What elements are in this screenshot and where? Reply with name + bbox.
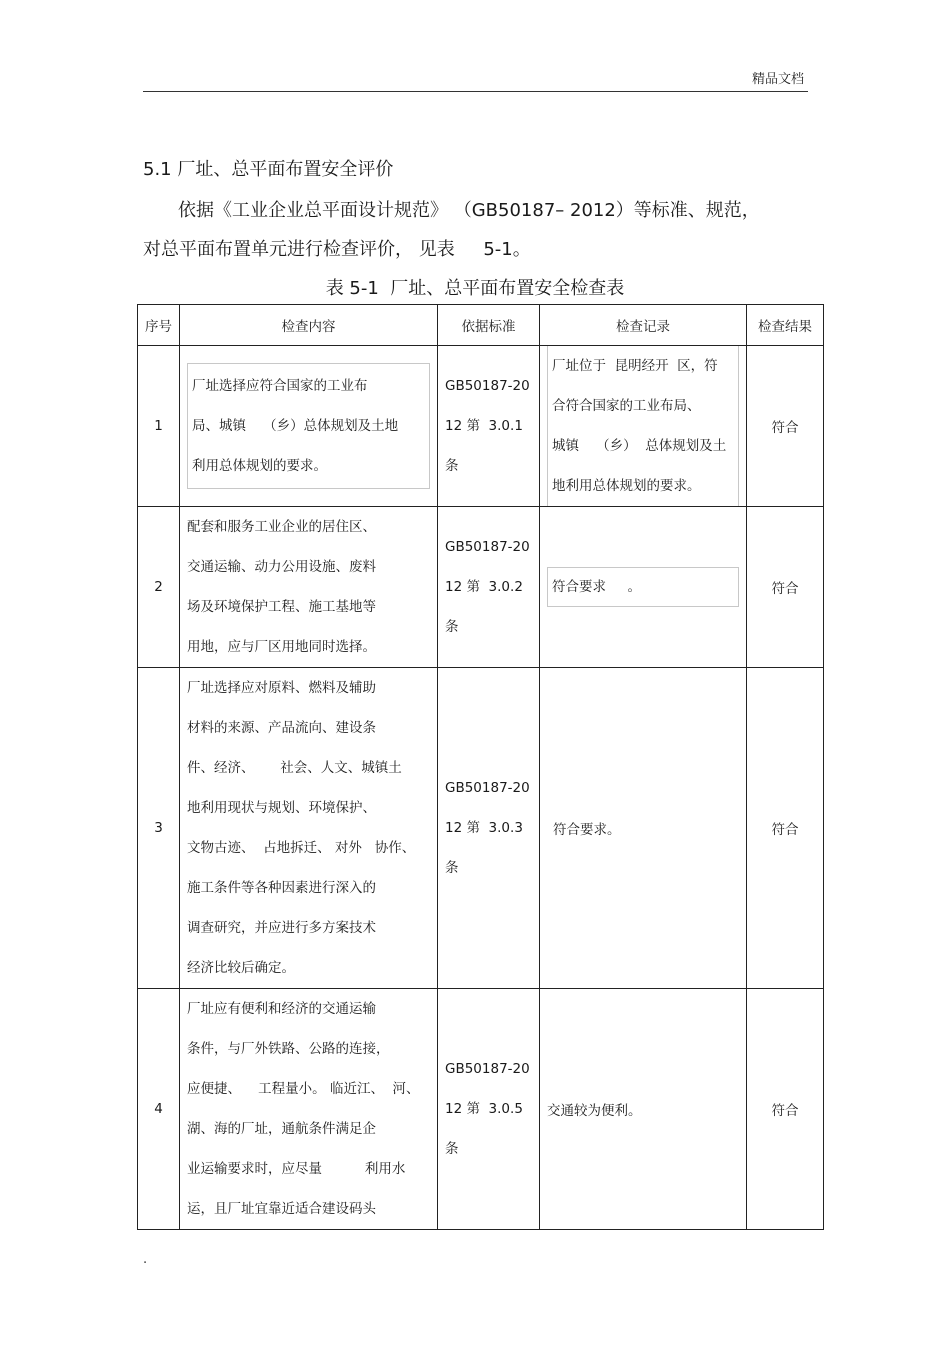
standard-line: GB50187-20 bbox=[445, 1061, 530, 1077]
row-result: 符合 bbox=[747, 668, 824, 989]
row-result: 符合 bbox=[747, 507, 824, 668]
standard-line: 12 第 3.0.3 bbox=[445, 820, 523, 836]
row-standard bbox=[438, 989, 540, 1230]
row-number: 3 bbox=[138, 668, 180, 989]
record-line: 城镇 （乡） 总体规划及土 bbox=[552, 438, 727, 454]
content-line: 文物古迹、 占地拆迁、 对外 协作、 bbox=[187, 840, 416, 856]
content-line: 地利用现状与规划、环境保护、 bbox=[187, 800, 376, 816]
row-standard bbox=[438, 507, 540, 668]
standard-line: GB50187-20 bbox=[445, 780, 530, 796]
content-line: 厂址选择应符合国家的工业布 bbox=[192, 378, 368, 394]
table-row bbox=[138, 507, 824, 668]
content-line: 材料的来源、产品流向、建设条 bbox=[187, 720, 376, 736]
record-line: 符合要求 。 bbox=[552, 579, 641, 595]
record-line: 地利用总体规划的要求。 bbox=[552, 478, 701, 494]
header-result: 检查结果 bbox=[747, 305, 824, 346]
content-line: 利用总体规划的要求。 bbox=[192, 458, 327, 474]
content-line: 湖、海的厂址，通航条件满足企 bbox=[187, 1121, 376, 1137]
standard-line: 12 第 3.0.1 bbox=[445, 418, 523, 434]
standard-line: 条 bbox=[445, 458, 459, 474]
content-line: 经济比较后确定。 bbox=[187, 960, 295, 976]
content-line: 应便捷、 工程量小。 临近江、 河、 bbox=[187, 1081, 420, 1097]
row-number: 4 bbox=[138, 989, 180, 1230]
record-line: 合符合国家的工业布局、 bbox=[552, 398, 701, 414]
row-record bbox=[540, 989, 747, 1230]
standard-line: 条 bbox=[445, 1141, 459, 1157]
content-line: 业运输要求时，应尽量 利用水 bbox=[187, 1161, 406, 1177]
table-caption: 表 5-1 厂址、总平面布置安全检查表 bbox=[325, 278, 625, 299]
content-line: 条件，与厂外铁路、公路的连接， bbox=[187, 1041, 390, 1057]
record-line: 厂址位于 昆明经开 区，符 bbox=[552, 358, 718, 374]
content-line: 配套和服务工业企业的居住区、 bbox=[187, 519, 376, 535]
content-line: 件、经济、 社会、人文、城镇土 bbox=[187, 760, 402, 776]
header-standard: 依据标准 bbox=[438, 305, 540, 346]
row-record bbox=[540, 346, 747, 507]
table-header-row bbox=[138, 305, 824, 346]
footer-mark: . bbox=[143, 1252, 148, 1267]
row-record bbox=[540, 668, 747, 989]
standard-line: GB50187-20 bbox=[445, 539, 530, 555]
section-heading: 5.1 厂址、总平面布置安全评价 bbox=[143, 159, 394, 180]
content-line: 交通运输、动力公用设施、废料 bbox=[187, 559, 376, 575]
body-paragraph-line-1: 依据《工业企业总平面设计规范》 （GB50187– 2012）等标准、规范， bbox=[178, 200, 760, 221]
content-line: 局、城镇 （乡）总体规划及土地 bbox=[192, 418, 399, 434]
standard-line: GB50187-20 bbox=[445, 378, 530, 394]
row-record bbox=[540, 507, 747, 668]
standard-line: 条 bbox=[445, 619, 459, 635]
row-standard bbox=[438, 668, 540, 989]
row-result: 符合 bbox=[747, 989, 824, 1230]
header-rule bbox=[143, 91, 808, 92]
record-line: 符合要求。 bbox=[553, 822, 621, 838]
header-label: 精品文档 bbox=[751, 72, 804, 87]
record-line: 交通较为便利。 bbox=[547, 1103, 642, 1119]
standard-line: 12 第 3.0.5 bbox=[445, 1101, 523, 1117]
content-line: 调查研究，并应进行多方案技术 bbox=[187, 920, 376, 936]
header-record: 检查记录 bbox=[540, 305, 747, 346]
body-paragraph-line-2: 对总平面布置单元进行检查评价， 见表 5-1。 bbox=[143, 239, 531, 260]
row-number: 2 bbox=[138, 507, 180, 668]
header-no: 序号 bbox=[138, 305, 180, 346]
row-number: 1 bbox=[138, 346, 180, 507]
table-row bbox=[138, 668, 824, 989]
row-content bbox=[180, 989, 438, 1230]
content-line: 厂址选择应对原料、燃料及辅助 bbox=[187, 680, 376, 696]
standard-line: 12 第 3.0.2 bbox=[445, 579, 523, 595]
content-line: 施工条件等各种因素进行深入的 bbox=[187, 880, 376, 896]
content-line: 用地，应与厂区用地同时选择。 bbox=[187, 639, 376, 655]
table-row bbox=[138, 989, 824, 1230]
row-standard bbox=[438, 346, 540, 507]
row-content bbox=[180, 507, 438, 668]
row-content bbox=[180, 346, 438, 507]
row-content bbox=[180, 668, 438, 989]
content-line: 运，且厂址宜靠近适合建设码头 bbox=[187, 1201, 376, 1217]
content-line: 厂址应有便利和经济的交通运输 bbox=[187, 1001, 376, 1017]
row-result: 符合 bbox=[747, 346, 824, 507]
standard-line: 条 bbox=[445, 860, 459, 876]
table-row bbox=[138, 346, 824, 507]
content-line: 场及环境保护工程、施工基地等 bbox=[187, 599, 376, 615]
header-content: 检查内容 bbox=[180, 305, 438, 346]
safety-check-table bbox=[137, 304, 824, 1230]
